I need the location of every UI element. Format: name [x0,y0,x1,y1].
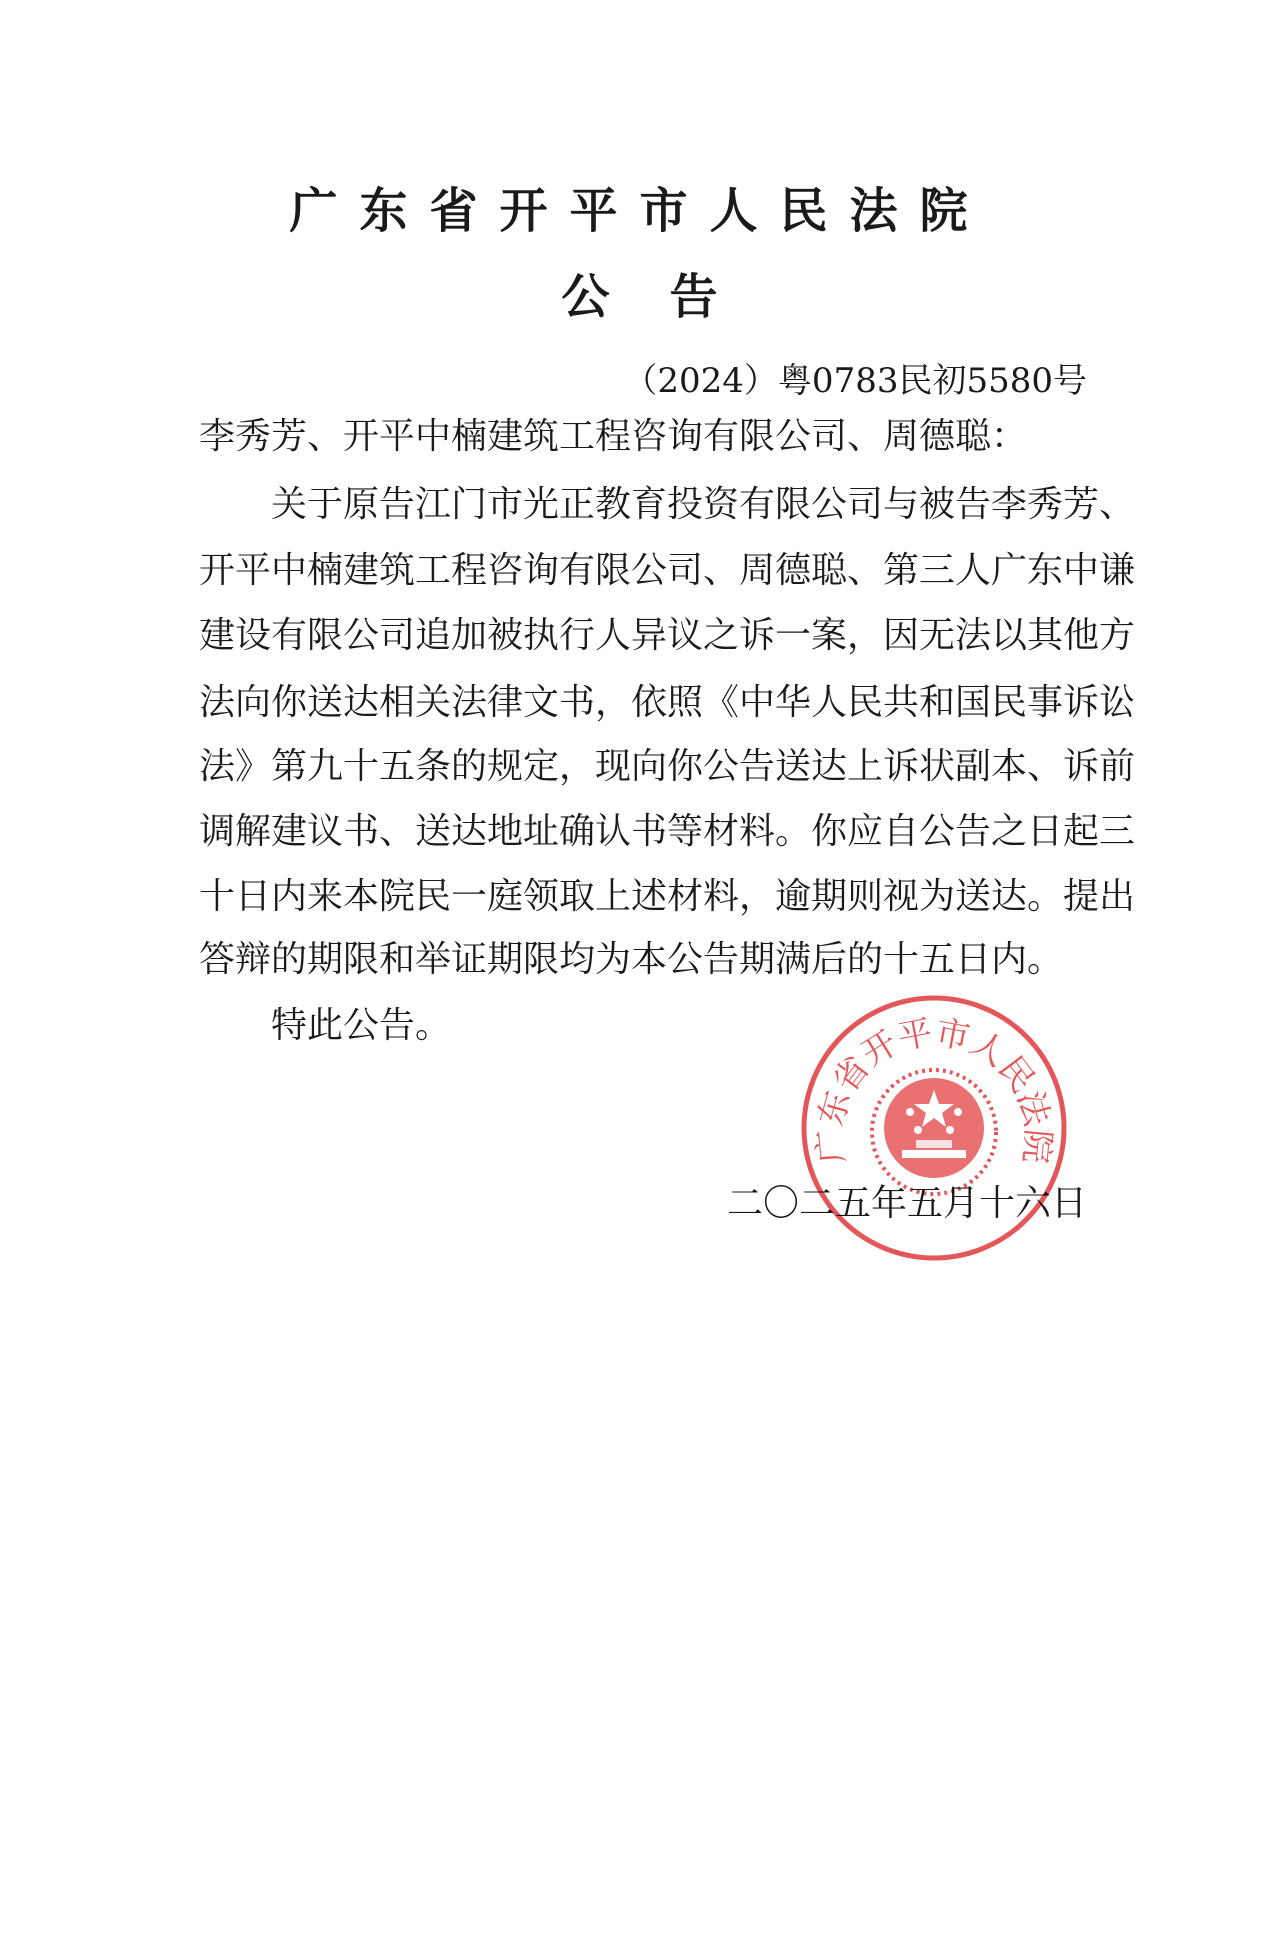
body-line: 法》第九十五条的规定，现向你公告送达上诉状副本、诉前 [199,746,1136,787]
document-type-heading: 公告 [561,269,778,325]
body-line: 关于原告江门市光正教育投资有限公司与被告李秀芳、 [271,484,1136,525]
body-line: 答辩的期限和举证期限均为本公告期满后的十五日内。 [199,939,1064,980]
body-line: 开平中楠建筑工程咨询有限公司、周德聪、第三人广东中谦 [199,550,1136,591]
addressee: 李秀芳、开平中楠建筑工程咨询有限公司、周德聪： [199,416,1028,457]
case-number: （2024）粤0783民初5580号 [623,361,1087,401]
seal-text: 广东省开平市人民法院 [809,1012,1059,1166]
document-date: 二〇二五年五月十六日 [726,1183,1087,1224]
body-line: 十日内来本院民一庭领取上述材料，逾期则视为送达。提出 [199,876,1136,917]
body-line: 法向你送达相关法律文书，依照《中华人民共和国民事诉讼 [199,682,1136,723]
body-line: 建设有限公司追加被执行人异议之诉一案，因无法以其他方 [199,615,1136,656]
body-line: 调解建议书、送达地址确认书等材料。你应自公告之日起三 [199,811,1136,852]
national-emblem-icon [872,1070,996,1194]
court-seal-stamp [798,992,1070,1264]
closing-text: 特此公告。 [271,1005,452,1046]
court-name-heading: 广东省开平市人民法院 [289,183,990,239]
